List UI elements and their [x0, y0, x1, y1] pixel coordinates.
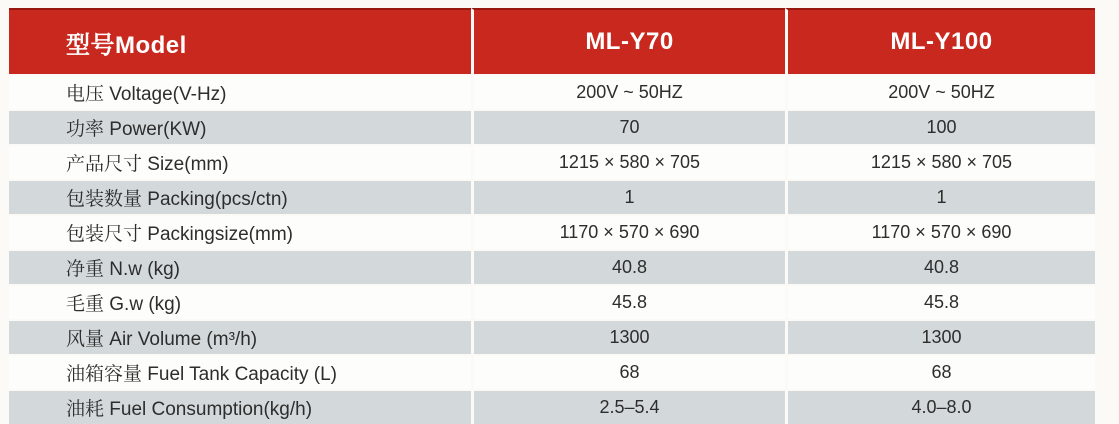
- spec-value: 1: [471, 179, 785, 214]
- spec-value: 1300: [471, 319, 785, 354]
- spec-value: 68: [471, 354, 785, 389]
- spec-value: 45.8: [471, 284, 785, 319]
- spec-label: 油耗 Fuel Consumption(kg/h): [9, 389, 471, 424]
- spec-value: 100: [785, 109, 1095, 144]
- spec-value: 40.8: [471, 249, 785, 284]
- spec-value: 1: [785, 179, 1095, 214]
- spec-row-power: [9, 109, 1095, 144]
- spec-label: 风量 Air Volume (m³/h): [9, 319, 471, 354]
- spec-label: 功率 Power(KW): [9, 109, 471, 144]
- spec-label: 包装尺寸 Packingsize(mm): [9, 214, 471, 249]
- spec-row-packing-size: [9, 214, 1095, 249]
- spec-value: 4.0–8.0: [785, 389, 1095, 424]
- spec-label: 净重 N.w (kg): [9, 249, 471, 284]
- spec-label: 毛重 G.w (kg): [9, 284, 471, 319]
- spec-label: 包装数量 Packing(pcs/ctn): [9, 179, 471, 214]
- spec-value: 2.5–5.4: [471, 389, 785, 424]
- spec-value: 45.8: [785, 284, 1095, 319]
- spec-row-gross-weight: [9, 284, 1095, 319]
- spec-row-packing-qty: [9, 179, 1095, 214]
- spec-value: 1300: [785, 319, 1095, 354]
- spec-row-net-weight: [9, 249, 1095, 284]
- spec-value: 1170 × 570 × 690: [471, 214, 785, 249]
- spec-label: 电压 Voltage(V-Hz): [9, 74, 471, 109]
- specifications-table: [9, 8, 1095, 424]
- spec-row-voltage: [9, 74, 1095, 109]
- spec-value: 200V ~ 50HZ: [471, 74, 785, 109]
- spec-value: 70: [471, 109, 785, 144]
- column-header-ml-y70: ML-Y70: [471, 8, 785, 74]
- spec-value: 1170 × 570 × 690: [785, 214, 1095, 249]
- spec-value: 68: [785, 354, 1095, 389]
- spec-value: 1215 × 580 × 705: [785, 144, 1095, 179]
- table-header-row: [9, 8, 1095, 74]
- spec-row-size: [9, 144, 1095, 179]
- spec-row-fuel-tank: [9, 354, 1095, 389]
- model-column-header: 型号Model: [9, 8, 471, 74]
- spec-row-air-volume: [9, 319, 1095, 354]
- spec-label: 产品尺寸 Size(mm): [9, 144, 471, 179]
- spec-value: 1215 × 580 × 705: [471, 144, 785, 179]
- spec-row-fuel-consumption: [9, 389, 1095, 424]
- spec-value: 40.8: [785, 249, 1095, 284]
- spec-label: 油箱容量 Fuel Tank Capacity (L): [9, 354, 471, 389]
- column-header-ml-y100: ML-Y100: [785, 8, 1095, 74]
- spec-value: 200V ~ 50HZ: [785, 74, 1095, 109]
